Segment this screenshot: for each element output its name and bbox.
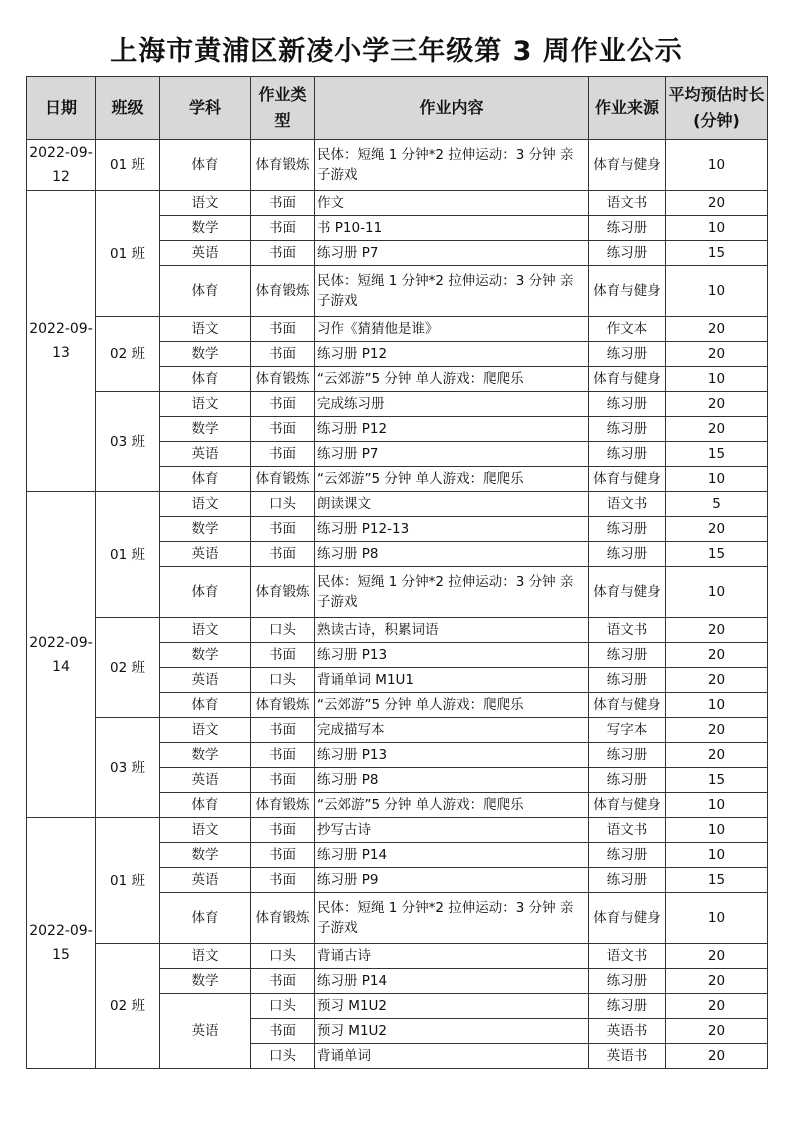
subject-cell: 体育 (160, 793, 251, 818)
type-cell: 体育锻炼 (251, 893, 315, 944)
minutes-cell: 20 (666, 191, 768, 216)
header-row (27, 77, 768, 140)
content-cell: 熟读古诗，积累词语 (315, 618, 589, 643)
subject-cell: 数学 (160, 216, 251, 241)
source-cell: 体育与健身 (589, 693, 666, 718)
subject-cell: 英语 (160, 668, 251, 693)
source-cell: 练习册 (589, 743, 666, 768)
content-cell: 练习册 P12 (315, 417, 589, 442)
subject-cell: 语文 (160, 718, 251, 743)
header-type: 作业类型 (251, 77, 315, 140)
source-cell: 练习册 (589, 994, 666, 1019)
content-cell: 预习 M1U2 (315, 994, 589, 1019)
content-cell: 作文 (315, 191, 589, 216)
source-cell: 练习册 (589, 668, 666, 693)
source-cell: 练习册 (589, 392, 666, 417)
subject-cell: 体育 (160, 693, 251, 718)
source-cell: 练习册 (589, 643, 666, 668)
minutes-cell: 20 (666, 994, 768, 1019)
minutes-cell: 10 (666, 893, 768, 944)
content-cell: 练习册 P12-13 (315, 517, 589, 542)
type-cell: 书面 (251, 542, 315, 567)
table-row (27, 718, 768, 743)
minutes-cell: 5 (666, 492, 768, 517)
subject-cell: 英语 (160, 241, 251, 266)
content-cell: 完成练习册 (315, 392, 589, 417)
minutes-cell: 20 (666, 417, 768, 442)
subject-cell: 英语 (160, 542, 251, 567)
header-source: 作业来源 (589, 77, 666, 140)
content-cell: 抄写古诗 (315, 818, 589, 843)
type-cell: 书面 (251, 342, 315, 367)
minutes-cell: 10 (666, 140, 768, 191)
type-cell: 体育锻炼 (251, 793, 315, 818)
source-cell: 体育与健身 (589, 367, 666, 392)
subject-cell: 语文 (160, 492, 251, 517)
content-cell: 背诵古诗 (315, 944, 589, 969)
subject-cell: 语文 (160, 944, 251, 969)
content-cell: 练习册 P8 (315, 542, 589, 567)
header-subject: 学科 (160, 77, 251, 140)
type-cell: 书面 (251, 818, 315, 843)
minutes-cell: 15 (666, 542, 768, 567)
subject-cell: 语文 (160, 317, 251, 342)
source-cell: 体育与健身 (589, 467, 666, 492)
type-cell: 体育锻炼 (251, 567, 315, 618)
subject-cell: 语文 (160, 392, 251, 417)
minutes-cell: 20 (666, 342, 768, 367)
source-cell: 练习册 (589, 442, 666, 467)
subject-cell: 体育 (160, 467, 251, 492)
source-cell: 练习册 (589, 417, 666, 442)
minutes-cell: 20 (666, 392, 768, 417)
subject-cell: 语文 (160, 818, 251, 843)
type-cell: 书面 (251, 718, 315, 743)
subject-cell: 数学 (160, 743, 251, 768)
table-row (27, 618, 768, 643)
content-cell: 民体：短绳 1 分钟*2 拉伸运动：3 分钟 亲子游戏 (315, 567, 589, 618)
class-cell: 02 班 (96, 944, 160, 1069)
source-cell: 练习册 (589, 216, 666, 241)
minutes-cell: 10 (666, 216, 768, 241)
type-cell: 口头 (251, 1044, 315, 1069)
minutes-cell: 20 (666, 517, 768, 542)
minutes-cell: 10 (666, 367, 768, 392)
minutes-cell: 10 (666, 693, 768, 718)
source-cell: 练习册 (589, 843, 666, 868)
content-cell: 民体：短绳 1 分钟*2 拉伸运动：3 分钟 亲子游戏 (315, 140, 589, 191)
subject-cell: 数学 (160, 843, 251, 868)
source-cell: 体育与健身 (589, 793, 666, 818)
minutes-cell: 10 (666, 843, 768, 868)
class-cell: 01 班 (96, 492, 160, 618)
type-cell: 口头 (251, 618, 315, 643)
subject-cell: 英语 (160, 868, 251, 893)
date-cell: 2022-09-15 (27, 818, 96, 1069)
content-cell: 背诵单词 M1U1 (315, 668, 589, 693)
source-cell: 作文本 (589, 317, 666, 342)
source-cell: 体育与健身 (589, 140, 666, 191)
type-cell: 体育锻炼 (251, 367, 315, 392)
minutes-cell: 10 (666, 793, 768, 818)
content-cell: 完成描写本 (315, 718, 589, 743)
type-cell: 口头 (251, 668, 315, 693)
minutes-cell: 15 (666, 442, 768, 467)
table-row (27, 191, 768, 216)
minutes-cell: 20 (666, 969, 768, 994)
minutes-cell: 20 (666, 317, 768, 342)
source-cell: 练习册 (589, 342, 666, 367)
minutes-cell: 20 (666, 1044, 768, 1069)
date-cell: 2022-09-14 (27, 492, 96, 818)
type-cell: 体育锻炼 (251, 140, 315, 191)
subject-cell: 体育 (160, 266, 251, 317)
header-minutes: 平均预估时长(分钟) (666, 77, 768, 140)
content-cell: 习作《猜猜他是谁》 (315, 317, 589, 342)
content-cell: 练习册 P13 (315, 643, 589, 668)
subject-cell: 体育 (160, 140, 251, 191)
content-cell: “云郊游”5 分钟 单人游戏：爬爬乐 (315, 367, 589, 392)
content-cell: 练习册 P14 (315, 843, 589, 868)
class-cell: 01 班 (96, 818, 160, 944)
minutes-cell: 10 (666, 567, 768, 618)
type-cell: 书面 (251, 743, 315, 768)
minutes-cell: 20 (666, 618, 768, 643)
content-cell: 民体：短绳 1 分钟*2 拉伸运动：3 分钟 亲子游戏 (315, 893, 589, 944)
date-cell: 2022-09-13 (27, 191, 96, 492)
header-class: 班级 (96, 77, 160, 140)
source-cell: 英语书 (589, 1019, 666, 1044)
content-cell: 背诵单词 (315, 1044, 589, 1069)
minutes-cell: 20 (666, 718, 768, 743)
subject-cell: 体育 (160, 367, 251, 392)
table-row (27, 944, 768, 969)
minutes-cell: 20 (666, 643, 768, 668)
table-row (27, 818, 768, 843)
content-cell: “云郊游”5 分钟 单人游戏：爬爬乐 (315, 793, 589, 818)
date-cell: 2022-09-12 (27, 140, 96, 191)
source-cell: 体育与健身 (589, 893, 666, 944)
source-cell: 练习册 (589, 517, 666, 542)
source-cell: 练习册 (589, 768, 666, 793)
header-content: 作业内容 (315, 77, 589, 140)
type-cell: 书面 (251, 392, 315, 417)
minutes-cell: 20 (666, 1019, 768, 1044)
table-row (27, 492, 768, 517)
type-cell: 书面 (251, 768, 315, 793)
content-cell: 练习册 P7 (315, 241, 589, 266)
class-cell: 03 班 (96, 392, 160, 492)
type-cell: 书面 (251, 216, 315, 241)
header-date: 日期 (27, 77, 96, 140)
type-cell: 书面 (251, 442, 315, 467)
content-cell: 民体：短绳 1 分钟*2 拉伸运动：3 分钟 亲子游戏 (315, 266, 589, 317)
source-cell: 写字本 (589, 718, 666, 743)
source-cell: 语文书 (589, 618, 666, 643)
content-cell: 练习册 P12 (315, 342, 589, 367)
minutes-cell: 20 (666, 668, 768, 693)
subject-cell: 语文 (160, 618, 251, 643)
type-cell: 体育锻炼 (251, 693, 315, 718)
subject-cell: 数学 (160, 969, 251, 994)
source-cell: 语文书 (589, 191, 666, 216)
type-cell: 口头 (251, 994, 315, 1019)
class-cell: 03 班 (96, 718, 160, 818)
content-cell: 练习册 P7 (315, 442, 589, 467)
minutes-cell: 10 (666, 266, 768, 317)
page-title: 上海市黄浦区新凌小学三年级第 3 周作业公示 (110, 36, 683, 67)
type-cell: 书面 (251, 517, 315, 542)
subject-cell: 数学 (160, 517, 251, 542)
class-cell: 02 班 (96, 618, 160, 718)
minutes-cell: 10 (666, 467, 768, 492)
source-cell: 体育与健身 (589, 567, 666, 618)
subject-cell: 英语 (160, 442, 251, 467)
subject-cell: 英语 (160, 768, 251, 793)
type-cell: 书面 (251, 969, 315, 994)
minutes-cell: 20 (666, 944, 768, 969)
source-cell: 练习册 (589, 969, 666, 994)
source-cell: 练习册 (589, 542, 666, 567)
subject-cell: 体育 (160, 567, 251, 618)
table-row (27, 392, 768, 417)
content-cell: “云郊游”5 分钟 单人游戏：爬爬乐 (315, 693, 589, 718)
minutes-cell: 15 (666, 241, 768, 266)
type-cell: 书面 (251, 843, 315, 868)
type-cell: 书面 (251, 643, 315, 668)
type-cell: 体育锻炼 (251, 467, 315, 492)
source-cell: 语文书 (589, 492, 666, 517)
type-cell: 体育锻炼 (251, 266, 315, 317)
content-cell: 预习 M1U2 (315, 1019, 589, 1044)
homework-table (26, 76, 768, 1069)
type-cell: 书面 (251, 417, 315, 442)
source-cell: 练习册 (589, 241, 666, 266)
type-cell: 书面 (251, 241, 315, 266)
subject-cell: 数学 (160, 342, 251, 367)
content-cell: 书 P10-11 (315, 216, 589, 241)
table-row (27, 140, 768, 191)
subject-cell: 英语 (160, 994, 251, 1069)
type-cell: 书面 (251, 317, 315, 342)
type-cell: 书面 (251, 1019, 315, 1044)
source-cell: 体育与健身 (589, 266, 666, 317)
subject-cell: 体育 (160, 893, 251, 944)
content-cell: 练习册 P8 (315, 768, 589, 793)
content-cell: 练习册 P9 (315, 868, 589, 893)
minutes-cell: 15 (666, 868, 768, 893)
source-cell: 英语书 (589, 1044, 666, 1069)
table-row (27, 317, 768, 342)
source-cell: 练习册 (589, 868, 666, 893)
content-cell: 朗读课文 (315, 492, 589, 517)
source-cell: 语文书 (589, 818, 666, 843)
type-cell: 书面 (251, 868, 315, 893)
minutes-cell: 15 (666, 768, 768, 793)
source-cell: 语文书 (589, 944, 666, 969)
content-cell: “云郊游”5 分钟 单人游戏：爬爬乐 (315, 467, 589, 492)
subject-cell: 语文 (160, 191, 251, 216)
content-cell: 练习册 P14 (315, 969, 589, 994)
class-cell: 01 班 (96, 140, 160, 191)
subject-cell: 数学 (160, 643, 251, 668)
type-cell: 口头 (251, 492, 315, 517)
subject-cell: 数学 (160, 417, 251, 442)
class-cell: 01 班 (96, 191, 160, 317)
minutes-cell: 10 (666, 818, 768, 843)
type-cell: 书面 (251, 191, 315, 216)
content-cell: 练习册 P13 (315, 743, 589, 768)
class-cell: 02 班 (96, 317, 160, 392)
type-cell: 口头 (251, 944, 315, 969)
minutes-cell: 20 (666, 743, 768, 768)
